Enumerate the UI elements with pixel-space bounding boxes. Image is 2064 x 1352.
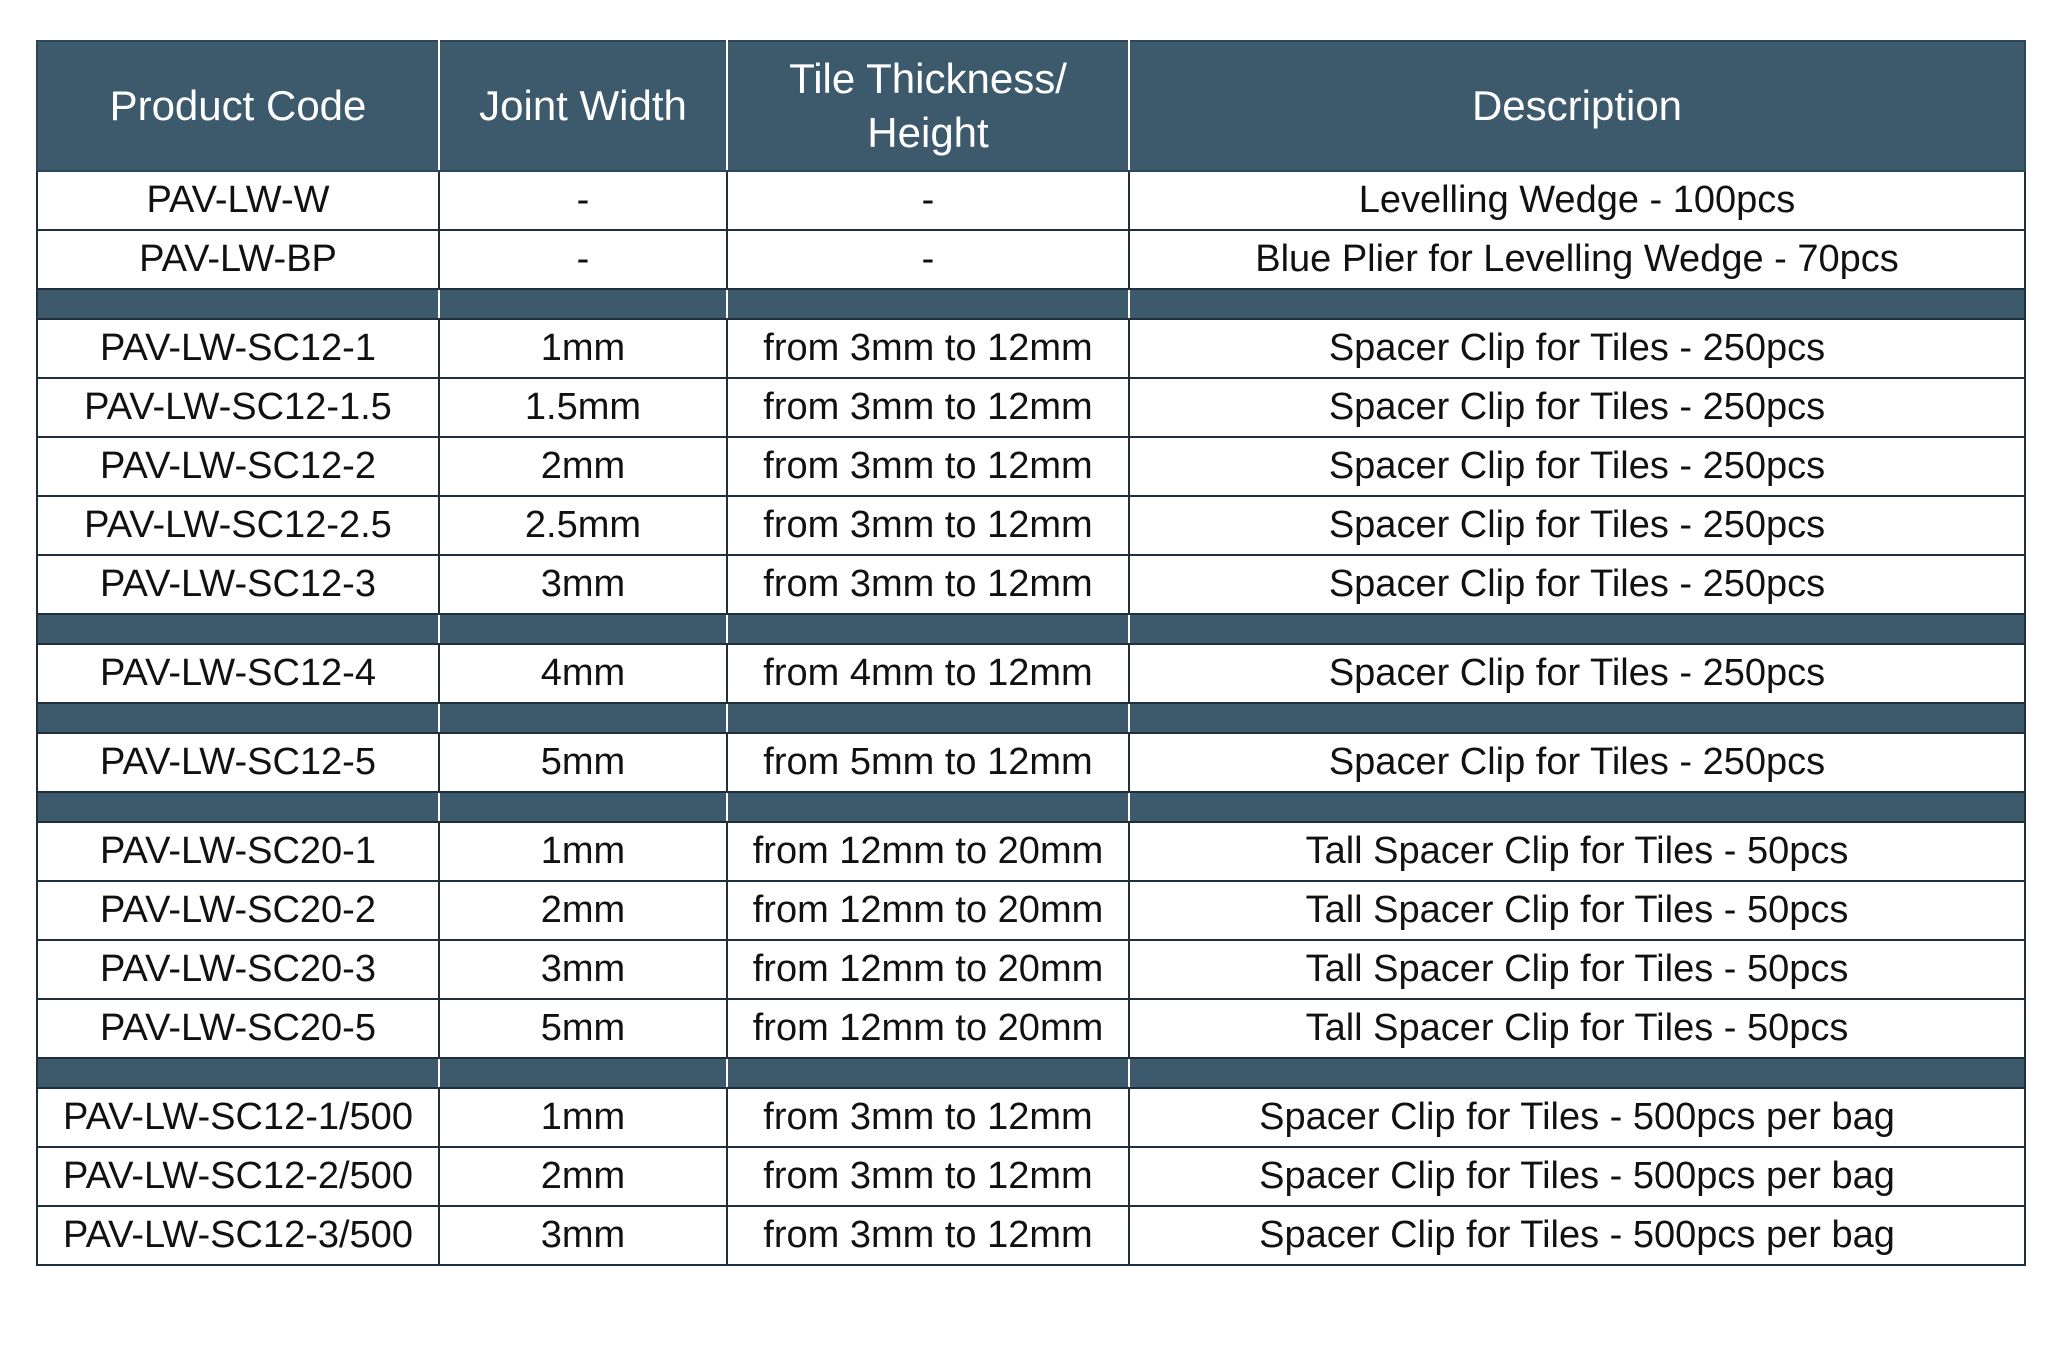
cell-product-code: PAV-LW-SC12-2.5 xyxy=(37,496,439,555)
table-row xyxy=(37,733,2025,792)
group-separator xyxy=(37,703,2025,733)
cell-tile-thickness: from 12mm to 20mm xyxy=(727,822,1129,881)
table-row xyxy=(37,378,2025,437)
cell-product-code: PAV-LW-SC20-2 xyxy=(37,881,439,940)
group-separator xyxy=(37,614,2025,644)
table-body xyxy=(37,171,2025,1265)
cell-product-code: PAV-LW-SC12-3 xyxy=(37,555,439,614)
cell-joint-width: 5mm xyxy=(439,733,727,792)
cell-tile-thickness: from 3mm to 12mm xyxy=(727,1088,1129,1147)
separator-cell xyxy=(439,792,727,822)
separator-cell xyxy=(439,703,727,733)
cell-joint-width: 1mm xyxy=(439,822,727,881)
cell-tile-thickness: from 12mm to 20mm xyxy=(727,940,1129,999)
cell-joint-width: 1mm xyxy=(439,1088,727,1147)
separator-cell xyxy=(439,289,727,319)
cell-tile-thickness: from 3mm to 12mm xyxy=(727,1206,1129,1265)
separator-cell xyxy=(727,1058,1129,1088)
separator-cell xyxy=(37,289,439,319)
cell-product-code: PAV-LW-SC12-5 xyxy=(37,733,439,792)
cell-tile-thickness: from 3mm to 12mm xyxy=(727,496,1129,555)
separator-cell xyxy=(727,289,1129,319)
cell-joint-width: 1.5mm xyxy=(439,378,727,437)
cell-description: Spacer Clip for Tiles - 250pcs xyxy=(1129,319,2025,378)
header-tile-thickness-line1: Tile Thickness/ xyxy=(789,55,1067,102)
table-row xyxy=(37,555,2025,614)
group-separator xyxy=(37,792,2025,822)
cell-tile-thickness: from 12mm to 20mm xyxy=(727,881,1129,940)
table-row xyxy=(37,881,2025,940)
cell-description: Spacer Clip for Tiles - 250pcs xyxy=(1129,496,2025,555)
cell-description: Tall Spacer Clip for Tiles - 50pcs xyxy=(1129,822,2025,881)
cell-product-code: PAV-LW-SC20-3 xyxy=(37,940,439,999)
cell-product-code: PAV-LW-SC12-1 xyxy=(37,319,439,378)
table-row xyxy=(37,999,2025,1058)
separator-cell xyxy=(37,614,439,644)
cell-product-code: PAV-LW-SC12-4 xyxy=(37,644,439,703)
group-separator xyxy=(37,289,2025,319)
cell-tile-thickness: - xyxy=(727,171,1129,230)
separator-cell xyxy=(439,1058,727,1088)
cell-description: Tall Spacer Clip for Tiles - 50pcs xyxy=(1129,881,2025,940)
cell-tile-thickness: from 3mm to 12mm xyxy=(727,555,1129,614)
cell-tile-thickness: from 3mm to 12mm xyxy=(727,378,1129,437)
cell-product-code: PAV-LW-W xyxy=(37,171,439,230)
table-row xyxy=(37,230,2025,289)
cell-product-code: PAV-LW-SC12-1/500 xyxy=(37,1088,439,1147)
cell-description: Spacer Clip for Tiles - 250pcs xyxy=(1129,378,2025,437)
cell-description: Blue Plier for Levelling Wedge - 70pcs xyxy=(1129,230,2025,289)
cell-joint-width: 1mm xyxy=(439,319,727,378)
cell-tile-thickness: from 12mm to 20mm xyxy=(727,999,1129,1058)
cell-tile-thickness: from 3mm to 12mm xyxy=(727,1147,1129,1206)
cell-tile-thickness: from 3mm to 12mm xyxy=(727,319,1129,378)
table-row xyxy=(37,319,2025,378)
product-table xyxy=(36,40,2026,1266)
separator-cell xyxy=(1129,703,2025,733)
cell-tile-thickness: from 3mm to 12mm xyxy=(727,437,1129,496)
header-joint-width: Joint Width xyxy=(439,41,727,171)
separator-cell xyxy=(727,614,1129,644)
cell-joint-width: 3mm xyxy=(439,1206,727,1265)
table-row xyxy=(37,437,2025,496)
separator-cell xyxy=(439,614,727,644)
separator-cell xyxy=(1129,792,2025,822)
cell-description: Spacer Clip for Tiles - 500pcs per bag xyxy=(1129,1206,2025,1265)
table-row xyxy=(37,1147,2025,1206)
cell-product-code: PAV-LW-SC12-2 xyxy=(37,437,439,496)
cell-product-code: PAV-LW-SC20-1 xyxy=(37,822,439,881)
cell-description: Spacer Clip for Tiles - 250pcs xyxy=(1129,644,2025,703)
table-row xyxy=(37,940,2025,999)
cell-tile-thickness: - xyxy=(727,230,1129,289)
group-separator xyxy=(37,1058,2025,1088)
header-description: Description xyxy=(1129,41,2025,171)
separator-cell xyxy=(1129,614,2025,644)
table-header xyxy=(37,41,2025,171)
product-spec-sheet xyxy=(36,40,2024,1266)
cell-joint-width: 3mm xyxy=(439,555,727,614)
table-row xyxy=(37,171,2025,230)
separator-cell xyxy=(727,703,1129,733)
cell-description: Spacer Clip for Tiles - 250pcs xyxy=(1129,555,2025,614)
header-row xyxy=(37,41,2025,171)
table-row xyxy=(37,496,2025,555)
cell-joint-width: 5mm xyxy=(439,999,727,1058)
table-row xyxy=(37,822,2025,881)
cell-joint-width: 2mm xyxy=(439,881,727,940)
cell-description: Tall Spacer Clip for Tiles - 50pcs xyxy=(1129,940,2025,999)
cell-tile-thickness: from 5mm to 12mm xyxy=(727,733,1129,792)
cell-joint-width: - xyxy=(439,230,727,289)
cell-description: Spacer Clip for Tiles - 250pcs xyxy=(1129,733,2025,792)
separator-cell xyxy=(1129,1058,2025,1088)
separator-cell xyxy=(37,1058,439,1088)
header-tile-thickness xyxy=(727,41,1129,171)
separator-cell xyxy=(1129,289,2025,319)
separator-cell xyxy=(727,792,1129,822)
cell-product-code: PAV-LW-BP xyxy=(37,230,439,289)
cell-description: Spacer Clip for Tiles - 500pcs per bag xyxy=(1129,1088,2025,1147)
table-row xyxy=(37,1088,2025,1147)
cell-joint-width: 4mm xyxy=(439,644,727,703)
cell-description: Spacer Clip for Tiles - 250pcs xyxy=(1129,437,2025,496)
header-product-code: Product Code xyxy=(37,41,439,171)
table-row xyxy=(37,644,2025,703)
cell-joint-width: 2mm xyxy=(439,1147,727,1206)
cell-product-code: PAV-LW-SC12-3/500 xyxy=(37,1206,439,1265)
header-tile-thickness-line2: Height xyxy=(867,109,989,156)
cell-product-code: PAV-LW-SC20-5 xyxy=(37,999,439,1058)
cell-product-code: PAV-LW-SC12-2/500 xyxy=(37,1147,439,1206)
separator-cell xyxy=(37,792,439,822)
table-row xyxy=(37,1206,2025,1265)
cell-joint-width: 3mm xyxy=(439,940,727,999)
cell-description: Tall Spacer Clip for Tiles - 50pcs xyxy=(1129,999,2025,1058)
cell-joint-width: 2mm xyxy=(439,437,727,496)
cell-description: Spacer Clip for Tiles - 500pcs per bag xyxy=(1129,1147,2025,1206)
cell-product-code: PAV-LW-SC12-1.5 xyxy=(37,378,439,437)
cell-description: Levelling Wedge - 100pcs xyxy=(1129,171,2025,230)
cell-joint-width: 2.5mm xyxy=(439,496,727,555)
separator-cell xyxy=(37,703,439,733)
cell-tile-thickness: from 4mm to 12mm xyxy=(727,644,1129,703)
cell-joint-width: - xyxy=(439,171,727,230)
